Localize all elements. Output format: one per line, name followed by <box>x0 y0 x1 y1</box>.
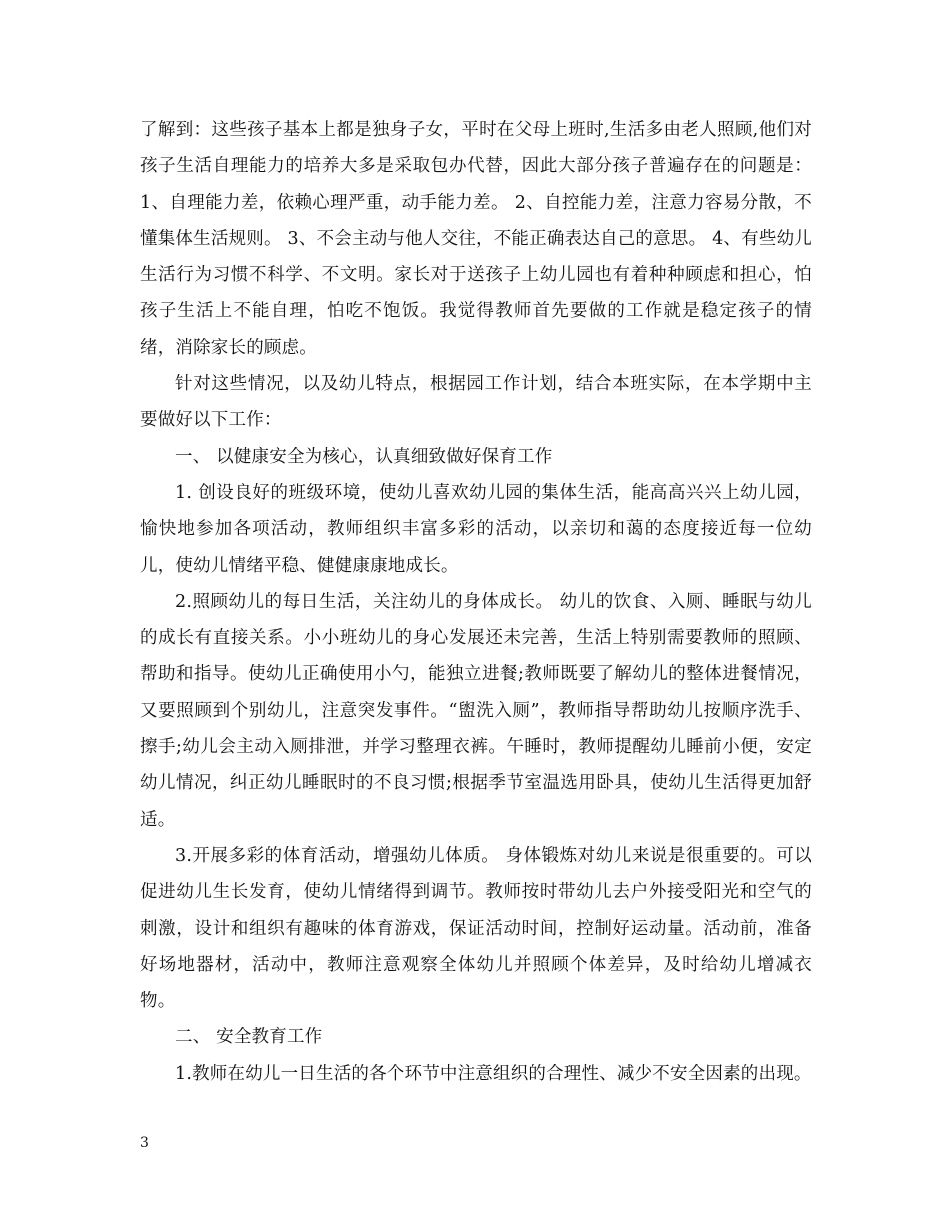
paragraph: 1. 创设良好的班级环境，使幼儿喜欢幼儿园的集体生活，能高高兴兴上幼儿园，愉快地参加各项活动，教师组织丰富多彩的活动，以亲切和蔼的态度接近每一位幼儿，使幼儿情绪平稳、健健康康地成长。 <box>140 482 812 576</box>
document-body <box>140 112 812 1092</box>
paragraph: 3.开展多彩的体育活动，增强幼儿体质。 身体锻炼对幼儿来说是很重要的。可以促进幼儿生长发育，使幼儿情绪得到调节。教师按时带幼儿去户外接受阳光和空气的刺激，设计和组织有趣味的体育游戏，保证活动时间，控制好运动量。活动前，准备好场地器材，活动中，教师注意观察全体幼儿并照顾个体差异，及时给幼儿增减衣物。 <box>140 845 812 1012</box>
paragraph: 了解到：这些孩子基本上都是独身子女，平时在父母上班时,生活多由老人照顾,他们对孩子生活自理能力的培养大多是采取包办代替，因此大部分孩子普遍存在的问题是：1、自理能力差，依赖心理严重，动手能力差。 2、自控能力差，注意力容易分散，不懂集体生活规则。 3、不会主动与他人交往，不能正确表达自己的意思。 4、有些幼儿生活行为习惯不科学、不文明。家长对于送孩子上幼儿园也有着种种顾虑和担心，怕孩子生活上不能自理，怕吃不饱饭。我觉得教师首先要做的工作就是稳定孩子的情绪，消除家长的顾虑。 <box>140 120 812 358</box>
section-heading: 一、 以健康安全为核心，认真细致做好保育工作 <box>175 446 553 467</box>
paragraph: 1.教师在幼儿一日生活的各个环节中注意组织的合理性、减少不安全因素的出现。 <box>175 1063 812 1084</box>
page-number: 3 <box>140 1135 149 1151</box>
paragraph: 2.照顾幼儿的每日生活，关注幼儿的身体成长。 幼儿的饮食、入厕、睡眠与幼儿的成长有直接关系。小小班幼儿的身心发展还未完善，生活上特别需要教师的照顾、帮助和指导。使幼儿正确使用小勺，能独立进餐;教师既要了解幼儿的整体进餐情况，又要照顾到个别幼儿，注意突发事件。“盥洗入厕”，教师指导帮助幼儿按顺序洗手、擦手;幼儿会主动入厕排泄，并学习整理衣裤。午睡时，教师提醒幼儿睡前小便，安定幼儿情况，纠正幼儿睡眠时的不良习惯;根据季节室温选用卧具，使幼儿生活得更加舒适。 <box>140 591 812 830</box>
section-heading: 二、 安全教育工作 <box>175 1027 323 1048</box>
paragraph: 针对这些情况，以及幼儿特点，根据园工作计划，结合本班实际，在本学期中主要做好以下工作： <box>140 374 812 431</box>
